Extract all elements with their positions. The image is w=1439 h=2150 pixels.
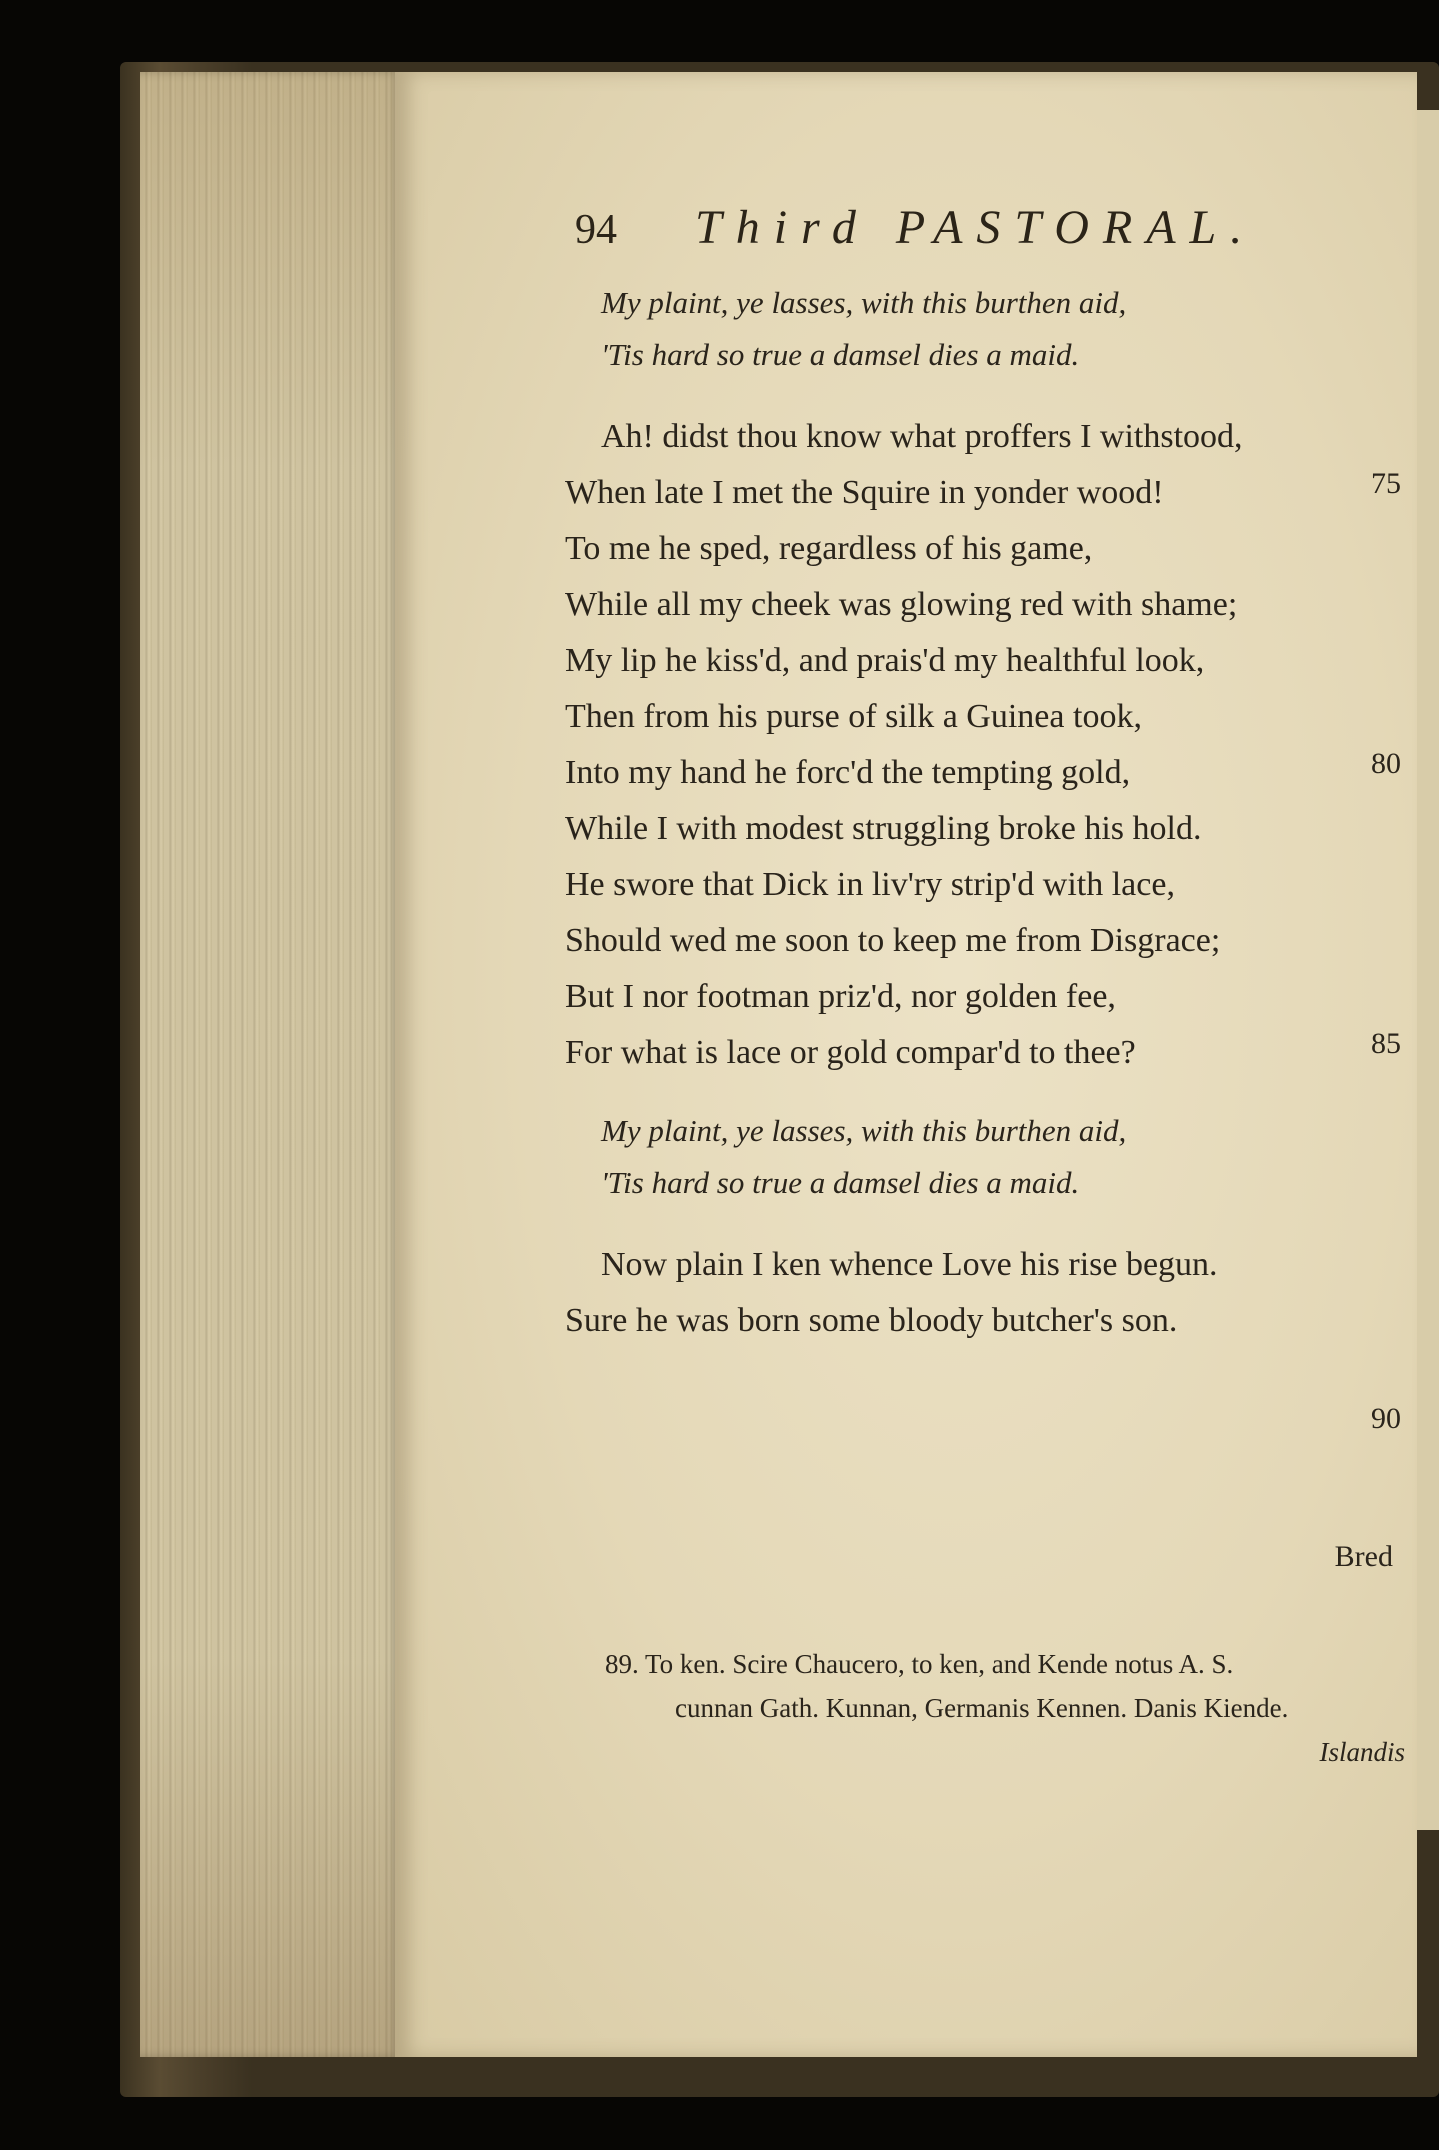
refrain-stanza	[565, 277, 1325, 381]
line-number: 80	[1371, 747, 1401, 780]
footnote-line: Islandis	[1319, 1737, 1405, 1767]
verse-line: 'Tis hard so true a damsel dies a maid.	[601, 1165, 1080, 1200]
verse-line: Now plain I ken whence Love his rise begun.	[601, 1246, 1218, 1283]
page-number: 94	[575, 207, 617, 253]
verse-line: Ah! didst thou know what proffers I withstood,	[601, 418, 1243, 455]
footnote-line: 89. To ken. Scire Chaucero, to ken, and Kende notus A. S.	[605, 1649, 1234, 1679]
page-stack-edge	[140, 72, 400, 2057]
poem-text	[565, 277, 1325, 1373]
verse-line: He swore that Dick in liv'ry strip'd with lace,	[565, 866, 1175, 903]
verse-line: Then from his purse of silk a Guinea took,	[565, 698, 1142, 735]
verse-line: But I nor footman priz'd, nor golden fee,	[565, 978, 1116, 1015]
line-number: 90	[1371, 1402, 1401, 1435]
verse-line: Into my hand he forc'd the tempting gold,	[565, 754, 1131, 791]
verse-line: While I with modest struggling broke his hold.	[565, 810, 1202, 847]
verse-line: Should wed me soon to keep me from Disgrace;	[565, 922, 1221, 959]
verse-line: While all my cheek was glowing red with shame;	[565, 586, 1238, 623]
running-head: Third PASTORAL.	[695, 201, 1257, 254]
verse-line: To me he sped, regardless of his game,	[565, 530, 1093, 567]
verse-line: 'Tis hard so true a damsel dies a maid.	[601, 337, 1080, 372]
verse-line: When late I met the Squire in yonder wood!	[565, 474, 1164, 511]
verse-line: My plaint, ye lasses, with this burthen aid,	[601, 1113, 1127, 1148]
verse-line: Sure he was born some bloody butcher's son.	[565, 1302, 1178, 1339]
footnote	[605, 1642, 1405, 1774]
catchword: Bred	[1334, 1540, 1393, 1573]
verse-line: For what is lace or gold compar'd to thee?	[565, 1034, 1136, 1071]
verse-stanza	[565, 1237, 1325, 1349]
book-page	[395, 72, 1417, 2057]
line-number: 85	[1371, 1027, 1401, 1060]
verse-line: My lip he kiss'd, and prais'd my healthful look,	[565, 642, 1205, 679]
line-number: 75	[1371, 467, 1401, 500]
verse-stanza	[565, 409, 1325, 1081]
footnote-line: cunnan Gath. Kunnan, Germanis Kennen. Danis Kiende.	[675, 1693, 1289, 1723]
verse-line: My plaint, ye lasses, with this burthen aid,	[601, 285, 1127, 320]
refrain-stanza	[565, 1105, 1325, 1209]
page-header	[575, 200, 1395, 280]
